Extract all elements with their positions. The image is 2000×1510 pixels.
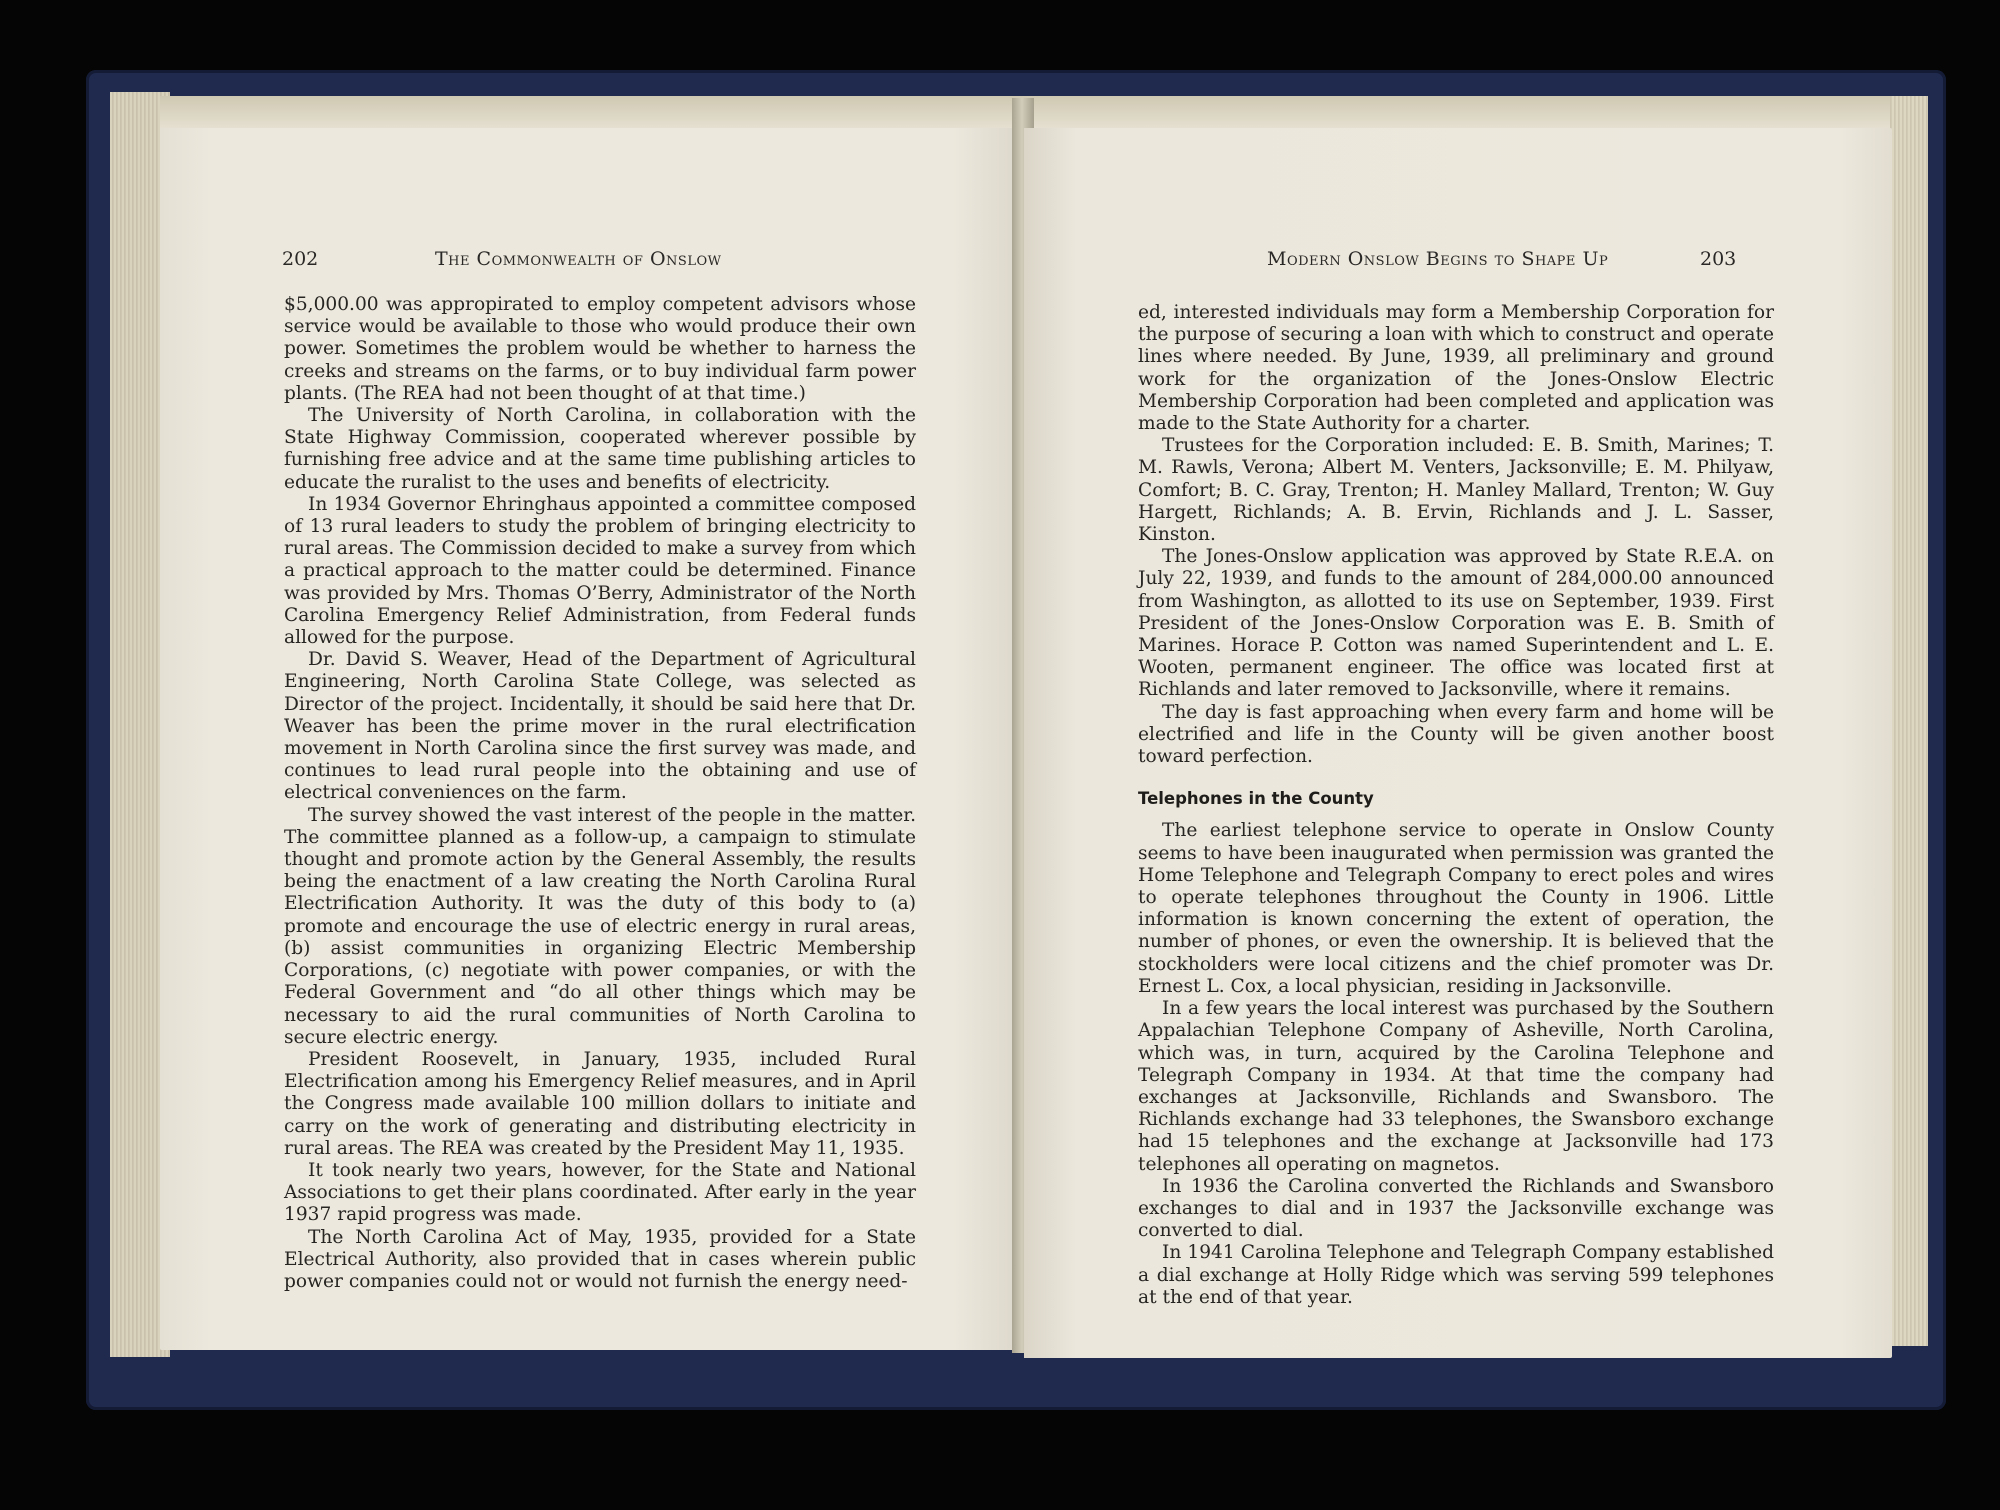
paragraph: Dr. David S. Weaver, Head of the Department of Agricultural Engineering, North Carolina State College, was selected as Director of the project. Incidentally, it should be said here that Dr. Weaver has been the prime mover in the rural electrification movement in North Carolina since the first survey was made, and continues to lead rural people into the obtaining and use of electrical conveniences on the farm.: [284, 649, 916, 804]
section-heading: Telephones in the County: [1138, 789, 1374, 809]
paragraph: The survey showed the vast interest of the people in the matter. The committee planned as a follow-up, a campaign to stimulate thought and promote action by the General Assembly, the results being the enactment of a law creating the North Carolina Rural Electrification Authority. It was the duty of this body to (a) promote and encourage the use of electric energy in rural areas, (b) assist communities in organizing Electric Membership Corporations, (c) negotiate with power companies, or with the Federal Government and “do all other things which may be necessary to aid the rural communities of North Carolina to secure electric energy.: [284, 804, 916, 1048]
right-page: [1024, 128, 1892, 1358]
paragraph: It took nearly two years, however, for the State and National Associations to get their plans coordinated. After early in the year 1937 rapid progress was made.: [284, 1159, 916, 1226]
paragraph: President Roosevelt, in January, 1935, included Rural Electrification among his Emergency Relief measures, and in April the Congress made available 100 million dollars to initiate and carry on the work of generating and distributing electricity in rural areas. The REA was created by the President May 11, 1935.: [284, 1048, 916, 1159]
paragraph: The North Carolina Act of May, 1935, provided for a State Electrical Authority, also provided that in cases wherein public power companies could not or would not furnish the energy need-: [284, 1226, 916, 1292]
right-body: [1138, 302, 1774, 1309]
left-page: [160, 128, 1022, 1350]
paragraph: ed, interested individuals may form a Membership Corporation for the purpose of securing a loan with which to construct and operate lines where needed. By June, 1939, all preliminary and ground work for the organization of the Jones-Onslow Electric Membership Corporation had been completed and application was made to the State Authority for a charter.: [1138, 302, 1774, 435]
paragraph: In a few years the local interest was purchased by the Southern Appalachian Telephone Company of Asheville, North Carolina, which was, in turn, acquired by the Carolina Telephone and Telegraph Company in 1934. At that time the company had exchanges at Jacksonville, Richlands and Swansboro. The Richlands exchange had 33 telephones, the Swansboro exchange had 15 telephones and the exchange at Jacksonville had 173 telephones all operating on magnetos.: [1138, 998, 1774, 1175]
left-page-number: 202: [282, 248, 319, 270]
paragraph: The Jones-Onslow application was approved by State R.E.A. on July 22, 1939, and funds to the amount of 284,000.00 announced from Washington, as allotted to its use on September, 1939. First President of the Jones-Onslow Corporation was E. B. Smith of Marines. Horace P. Cotton was named Superintendent and L. E. Wooten, permanent engineer. The office was located first at Richlands and later removed to Jacksonville, where it remains.: [1138, 546, 1774, 701]
paragraph: The day is fast approaching when every farm and home will be electrified and life in the County will be given another boost toward perfection.: [1138, 701, 1774, 768]
paragraph: The earliest telephone service to operate in Onslow County seems to have been inaugurated when permission was granted the Home Telephone and Telegraph Company to erect poles and wires to operate telephones throughout the County in 1906. Little information is known concerning the extent of operation, the number of phones, or even the ownership. It is believed that the stockholders were local citizens and the chief promoter was Dr. Ernest L. Cox, a local physician, residing in Jacksonville.: [1138, 820, 1774, 997]
left-running-head: The Commonwealth of Onslow: [435, 248, 722, 270]
paragraph: In 1941 Carolina Telephone and Telegraph Company established a dial exchange at Holly Ridge which was serving 599 telephones at the end of that year.: [1138, 1242, 1774, 1308]
left-body: [284, 294, 916, 1293]
paragraph: $5,000.00 was appropirated to employ competent advisors whose service would be available to those who would produce their own power. Sometimes the problem would be whether to harness the creeks and streams on the farms, or to buy individual farm power plants. (The REA had not been thought of at that time.): [284, 294, 916, 404]
paragraph: The University of North Carolina, in collaboration with the State Highway Commission, cooperated wherever possible by furnishing free advice and at the same time publishing articles to educate the ruralist to the uses and benefits of electricity.: [284, 405, 916, 493]
right-page-number: 203: [1700, 248, 1737, 270]
paragraph: Trustees for the Corporation included: E. B. Smith, Marines; T. M. Rawls, Verona; Albert M. Venters, Jacksonville; E. M. Philyaw, Comfort; B. C. Gray, Trenton; H. Manley Mallard, Trenton; W. Guy Hargett, Richlands; A. B. Ervin, Richlands and J. L. Sasser, Kinston.: [1138, 435, 1774, 546]
paragraph: In 1936 the Carolina converted the Richlands and Swansboro exchanges to dial and in 1937 the Jacksonville exchange was converted to dial.: [1138, 1175, 1774, 1242]
right-running-head: Modern Onslow Begins to Shape Up: [1267, 248, 1609, 270]
paragraph: In 1934 Governor Ehringhaus appointed a committee composed of 13 rural leaders to study the problem of bringing electricity to rural areas. The Commission decided to make a survey from which a practical approach to the matter could be determined. Finance was provided by Mrs. Thomas O’Berry, Administrator of the North Carolina Emergency Relief Administration, from Federal funds allowed for the purpose.: [284, 493, 916, 649]
